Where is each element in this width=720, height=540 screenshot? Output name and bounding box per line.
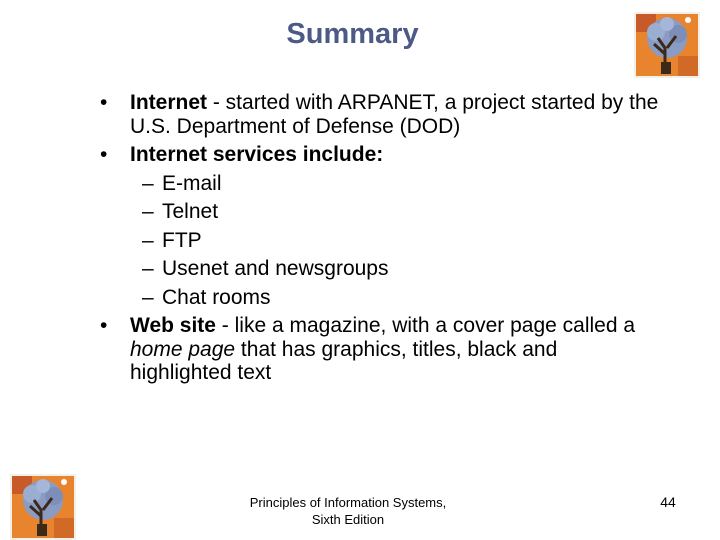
bullet-dot: •	[100, 91, 108, 114]
sub-dash: –	[142, 200, 154, 223]
bullet-list	[100, 91, 660, 390]
bullet-lead: Internet services include:	[130, 143, 384, 166]
bullet-lead: Web site	[130, 314, 216, 337]
footer-line: Sixth Edition	[311, 512, 385, 527]
bullet-lead: Internet	[130, 91, 208, 114]
tree-logo-icon	[634, 12, 700, 78]
sub-dash: –	[142, 285, 154, 309]
sub-item	[100, 257, 660, 281]
sub-item	[100, 229, 660, 253]
bullet-text: that has graphics, titles, black and highlighted text	[130, 337, 558, 384]
sub-item-text: E-mail	[162, 171, 222, 195]
page-number: 44	[660, 494, 676, 510]
bullet-web-site	[100, 314, 660, 385]
sub-item-text: Chat rooms	[162, 285, 271, 309]
sub-item	[100, 200, 660, 224]
bullet-dot: •	[100, 314, 108, 337]
sub-item-text: Usenet and newsgroups	[162, 257, 389, 280]
sub-dash: –	[142, 228, 154, 252]
bullet-emphasis: home page	[130, 337, 236, 361]
bullet-dot: •	[100, 143, 108, 166]
sub-item	[100, 172, 660, 196]
sub-dash: –	[142, 257, 154, 280]
footer-line: Principles of Information Systems,	[249, 495, 447, 510]
bullet-internet-services	[100, 143, 660, 167]
sub-dash: –	[142, 171, 154, 195]
bullet-text: - like a magazine, with a cover page called a	[215, 314, 636, 337]
sub-item-text: FTP	[162, 228, 202, 252]
bullet-internet	[100, 91, 660, 138]
sub-item-text: Telnet	[162, 200, 219, 223]
bullet-text: - started with ARPANET, a project started by the U.S. Department of Defense (DOD)	[130, 91, 659, 138]
slide-footer	[230, 494, 466, 528]
tree-logo-icon	[10, 474, 76, 540]
slide-title: Summary	[286, 18, 419, 50]
sub-item	[100, 286, 660, 310]
